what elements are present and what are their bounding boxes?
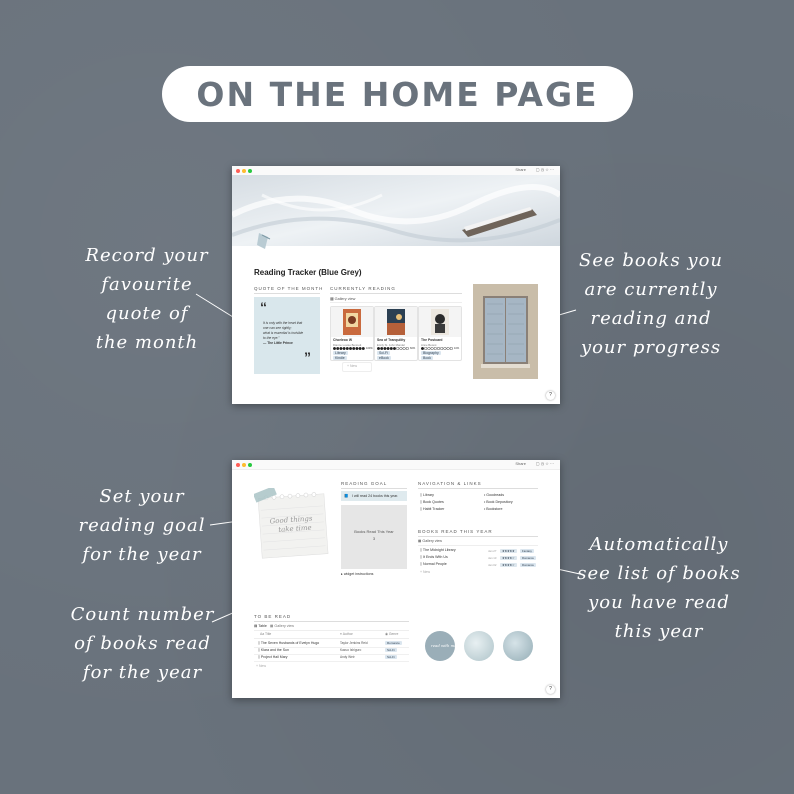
book-title-label: Normal People bbox=[422, 562, 447, 566]
genre-tag: Sci-Fi bbox=[387, 648, 395, 652]
external-link-label: Book Depository bbox=[486, 500, 513, 504]
genre-tag: Romance bbox=[522, 562, 534, 567]
nav-link[interactable] bbox=[420, 500, 444, 504]
progress-dot bbox=[387, 347, 390, 350]
progress-percent: 10% bbox=[454, 347, 460, 350]
tab-gallery-label: Gallery view bbox=[274, 624, 294, 628]
page-icon: ▯ bbox=[258, 655, 261, 659]
quote-line: It is only with the heart that bbox=[263, 321, 303, 325]
close-quote-icon: ” bbox=[304, 349, 311, 365]
divider bbox=[254, 630, 409, 631]
callout-line: for the year bbox=[82, 544, 202, 565]
callout-count bbox=[60, 600, 225, 687]
progress-dot bbox=[434, 347, 437, 350]
widget-instructions-label: widget instructions bbox=[343, 572, 374, 576]
callout-quote bbox=[72, 241, 222, 357]
quote-section-header: QUOTE OF THE MONTH bbox=[254, 286, 324, 291]
quote-text bbox=[263, 321, 303, 346]
currently-reading-header: CURRENTLY READING bbox=[330, 286, 396, 291]
divider bbox=[418, 488, 538, 489]
widget-count: 3 bbox=[372, 536, 376, 541]
page-icon: ▯ bbox=[420, 548, 423, 552]
share-button[interactable]: Share bbox=[515, 461, 526, 466]
to-be-read-header: TO BE READ bbox=[254, 614, 292, 619]
window-toolbar bbox=[232, 460, 560, 470]
reading-goal-header: READING GOAL bbox=[341, 481, 388, 486]
toolbar-icons[interactable]: ▢ ◷ ☆ ⋯ bbox=[535, 461, 554, 466]
genre-tag: Romance bbox=[522, 555, 534, 560]
divider bbox=[418, 545, 538, 546]
title-cell-label: Project Hail Mary bbox=[260, 655, 288, 659]
new-row-button[interactable]: + New bbox=[420, 570, 431, 574]
gallery-view-tab[interactable] bbox=[418, 539, 442, 543]
progress-dot bbox=[428, 347, 431, 350]
window-home-top bbox=[232, 166, 560, 404]
share-button[interactable]: Share bbox=[515, 167, 526, 172]
toolbar-icons[interactable]: ▢ ◷ ☆ ⋯ bbox=[535, 167, 554, 172]
divider bbox=[330, 302, 462, 303]
book-author: Dianne Louise Bennett bbox=[333, 343, 362, 347]
gallery-view-label: Gallery view bbox=[334, 297, 356, 301]
title-cell-label: Klara and the Sun bbox=[260, 648, 289, 652]
callout-line: See books you bbox=[578, 250, 724, 271]
book-title-label: It Ends With Us bbox=[422, 555, 448, 559]
book-author: Emily St. John Mandel bbox=[377, 343, 405, 347]
progress-dot bbox=[380, 347, 383, 350]
column-author-label: Author bbox=[342, 632, 353, 636]
nav-link-label: Library bbox=[422, 493, 434, 497]
book-card[interactable] bbox=[330, 306, 374, 361]
book-tag: eBook bbox=[379, 355, 389, 360]
finish-date: Jan 27 bbox=[488, 548, 497, 553]
column-header-author[interactable]: ≡ Author bbox=[340, 632, 353, 636]
divider bbox=[254, 293, 320, 294]
page-link-icon: ▯ bbox=[420, 507, 423, 511]
book-title: The Postcard bbox=[421, 338, 443, 342]
new-card-button[interactable] bbox=[342, 362, 372, 372]
callout-line: you have read bbox=[588, 592, 730, 613]
table-row[interactable] bbox=[254, 654, 409, 662]
maximize-dot-icon[interactable] bbox=[248, 463, 252, 467]
book-title: Sea of Tranquility bbox=[377, 338, 406, 342]
bullet-icon: • bbox=[484, 493, 487, 497]
goal-callout bbox=[341, 491, 407, 501]
book-tag: Kindle bbox=[335, 355, 345, 360]
circle-light bbox=[464, 631, 494, 661]
banner-title: ON THE HOME PAGE bbox=[196, 74, 599, 114]
callout-line: are currently bbox=[584, 279, 718, 300]
progress-dot bbox=[424, 347, 427, 350]
note-line: Good things bbox=[269, 514, 313, 526]
title-cell bbox=[258, 641, 319, 645]
external-link-label: Goodreads bbox=[486, 493, 505, 497]
book-title-label: The Midnight Library bbox=[422, 548, 456, 552]
book-tag: Book bbox=[423, 355, 431, 360]
genre-tag: Fantasy bbox=[522, 548, 532, 553]
book-tag: Sci-Fi bbox=[379, 351, 388, 355]
cover-image bbox=[232, 175, 560, 246]
page-icon: ▯ bbox=[258, 648, 261, 652]
external-link[interactable] bbox=[484, 493, 504, 497]
book-cover-image bbox=[343, 309, 361, 335]
callout-line: favourite bbox=[101, 274, 193, 295]
quote-attribution: — The Little Prince bbox=[263, 341, 293, 345]
rating-stars: ★★★★★ bbox=[502, 548, 515, 553]
progress-dot bbox=[431, 347, 434, 350]
help-button[interactable]: ? bbox=[546, 685, 555, 694]
books-read-widget bbox=[341, 505, 407, 569]
book-card[interactable] bbox=[374, 306, 418, 361]
divider bbox=[330, 293, 462, 294]
callout-line: for the year bbox=[82, 662, 203, 683]
book-title bbox=[420, 548, 456, 552]
tab-gallery[interactable] bbox=[270, 624, 294, 628]
progress-percent: 100% bbox=[366, 347, 373, 350]
external-link[interactable] bbox=[484, 500, 513, 504]
nav-link[interactable] bbox=[420, 493, 434, 497]
callout-line: reading and bbox=[590, 308, 712, 329]
triangle-right-icon: ▸ bbox=[341, 572, 344, 576]
bullet-icon: • bbox=[484, 500, 487, 504]
close-dot-icon[interactable] bbox=[236, 463, 240, 467]
progress-dot bbox=[336, 347, 339, 350]
author-cell: Kazuo Ishiguro bbox=[340, 648, 362, 652]
callout-current bbox=[566, 246, 736, 362]
progress-dots bbox=[377, 347, 410, 350]
book-card[interactable] bbox=[418, 306, 462, 361]
gallery-icon: ▦ bbox=[330, 297, 335, 301]
widget-instructions-toggle[interactable] bbox=[341, 572, 373, 576]
progress-dot bbox=[444, 347, 447, 350]
column-header-title[interactable]: Aa Title bbox=[260, 632, 272, 636]
progress-dot bbox=[450, 347, 453, 350]
callout-line: quote of bbox=[105, 303, 189, 324]
progress-dot bbox=[356, 347, 359, 350]
divider bbox=[254, 638, 409, 639]
book-cover-area bbox=[419, 307, 461, 337]
gallery-icon: ▦ bbox=[418, 539, 423, 543]
callout-line: Set your bbox=[99, 486, 185, 507]
widget-title: Books Read This Year bbox=[354, 529, 394, 534]
goal-icon: 📘 bbox=[344, 494, 349, 498]
gallery-view-tab[interactable] bbox=[330, 296, 355, 301]
author-cell: Taylor Jenkins Reid bbox=[340, 641, 368, 645]
gallery-view-label: Gallery view bbox=[422, 539, 442, 543]
progress-dot bbox=[343, 347, 346, 350]
window-shutters-photo bbox=[473, 284, 538, 379]
note-line: take time bbox=[278, 523, 312, 534]
title-cell-label: The Seven Husbands of Evelyn Hugo bbox=[260, 641, 320, 645]
nav-link-label: Habit Tracker bbox=[422, 507, 445, 511]
progress-dot bbox=[359, 347, 362, 350]
list-item[interactable] bbox=[418, 548, 538, 554]
progress-dot bbox=[333, 347, 336, 350]
help-button[interactable]: ? bbox=[546, 391, 555, 400]
book-title bbox=[420, 562, 447, 566]
window-home-bottom bbox=[232, 460, 560, 698]
page-icon: ▯ bbox=[420, 562, 423, 566]
page-icon bbox=[256, 231, 272, 251]
circle-script: read with me bbox=[431, 643, 457, 648]
page-link-icon: ▯ bbox=[420, 493, 423, 497]
progress-dot bbox=[352, 347, 355, 350]
column-title-label: Title bbox=[265, 632, 272, 636]
tab-table[interactable] bbox=[254, 624, 267, 628]
callout-line: the month bbox=[95, 332, 199, 353]
progress-percent: 60% bbox=[410, 347, 416, 350]
page-link-icon: ▯ bbox=[420, 500, 423, 504]
progress-dot bbox=[362, 347, 365, 350]
column-header-genre[interactable]: ◉ Genre bbox=[385, 632, 399, 636]
divider bbox=[254, 621, 409, 622]
progress-dot bbox=[403, 347, 406, 350]
callout-goal bbox=[62, 482, 222, 569]
callout-line: of books read bbox=[74, 633, 211, 654]
callout-line: see list of books bbox=[577, 563, 741, 584]
book-tag: Library bbox=[335, 351, 346, 355]
table-icon: ▤ bbox=[254, 624, 259, 628]
progress-dot bbox=[384, 347, 387, 350]
maximize-dot-icon[interactable] bbox=[248, 169, 252, 173]
callout-read-list bbox=[568, 530, 750, 646]
book-cover-area bbox=[375, 307, 417, 337]
nav-header: NAVIGATION & LINKS bbox=[418, 481, 482, 486]
books-read-header: BOOKS READ THIS YEAR bbox=[418, 529, 493, 534]
list-item[interactable] bbox=[418, 555, 538, 561]
progress-dot bbox=[346, 347, 349, 350]
title-cell bbox=[258, 648, 289, 652]
quote-line: to the eye." bbox=[263, 336, 280, 340]
progress-dot bbox=[396, 347, 399, 350]
progress-dot bbox=[377, 347, 380, 350]
new-row-button[interactable]: + New bbox=[256, 664, 267, 668]
minimize-dot-icon[interactable] bbox=[242, 169, 246, 173]
callout-line: Count number bbox=[70, 604, 215, 625]
minimize-dot-icon[interactable] bbox=[242, 463, 246, 467]
progress-dot bbox=[421, 347, 424, 350]
quote-card bbox=[254, 297, 320, 374]
book-author: Anne Berest bbox=[421, 343, 437, 347]
divider bbox=[341, 488, 407, 489]
progress-dot bbox=[437, 347, 440, 350]
external-link-label: Bookstore bbox=[486, 507, 503, 511]
callout-line: Automatically bbox=[589, 534, 729, 555]
rating-stars: ★★★★☆ bbox=[502, 555, 515, 560]
book-title bbox=[420, 555, 448, 559]
progress-dots bbox=[421, 347, 454, 350]
book-title: Chorleoo W bbox=[333, 338, 353, 342]
book-tag: Biography bbox=[423, 351, 439, 355]
book-cover-image bbox=[431, 309, 449, 335]
bullet-icon: • bbox=[484, 507, 487, 511]
circle-medium bbox=[503, 631, 533, 661]
page-title: Reading Tracker (Blue Grey) bbox=[254, 268, 362, 277]
book-cover-image bbox=[387, 309, 405, 335]
page-icon: ▯ bbox=[258, 641, 261, 645]
quote-line: one can see rightly; bbox=[263, 326, 292, 330]
quote-line: what is essential is invisible bbox=[263, 331, 304, 335]
progress-dot bbox=[349, 347, 352, 350]
external-link[interactable] bbox=[484, 507, 502, 511]
callout-line: this year bbox=[614, 621, 704, 642]
progress-dot bbox=[393, 347, 396, 350]
new-card-label: + New bbox=[347, 364, 358, 368]
progress-dot bbox=[390, 347, 393, 350]
book-cover-area bbox=[331, 307, 373, 337]
title-cell bbox=[258, 655, 288, 659]
progress-dot bbox=[440, 347, 443, 350]
progress-dot bbox=[406, 347, 409, 350]
divider bbox=[418, 536, 538, 537]
callout-line: Record your bbox=[85, 245, 209, 266]
callout-line: reading goal bbox=[78, 515, 206, 536]
nav-link[interactable] bbox=[420, 507, 444, 511]
rating-stars: ★★★★☆ bbox=[502, 562, 515, 567]
nav-link-label: Book Quotes bbox=[422, 500, 444, 504]
finish-date: Jan 13 bbox=[488, 555, 497, 560]
tab-table-label: Table bbox=[258, 624, 267, 628]
goal-text: I will read 24 books this year. bbox=[352, 494, 399, 498]
progress-dots bbox=[333, 347, 366, 350]
list-item[interactable] bbox=[418, 562, 538, 568]
open-quote-icon: “ bbox=[260, 299, 267, 315]
genre-tag: Romance bbox=[387, 641, 400, 645]
progress-dot bbox=[340, 347, 343, 350]
page-icon: ▯ bbox=[420, 555, 423, 559]
close-dot-icon[interactable] bbox=[236, 169, 240, 173]
column-genre-label: Genre bbox=[388, 632, 399, 636]
callout-line: your progress bbox=[580, 337, 722, 358]
genre-tag: Sci-Fi bbox=[387, 655, 395, 659]
finish-date: Jan 02 bbox=[488, 562, 497, 567]
note-script bbox=[269, 515, 313, 536]
progress-dot bbox=[447, 347, 450, 350]
progress-dot bbox=[400, 347, 403, 350]
gallery-icon: ▦ bbox=[270, 624, 275, 628]
author-cell: Andy Weir bbox=[340, 655, 355, 659]
